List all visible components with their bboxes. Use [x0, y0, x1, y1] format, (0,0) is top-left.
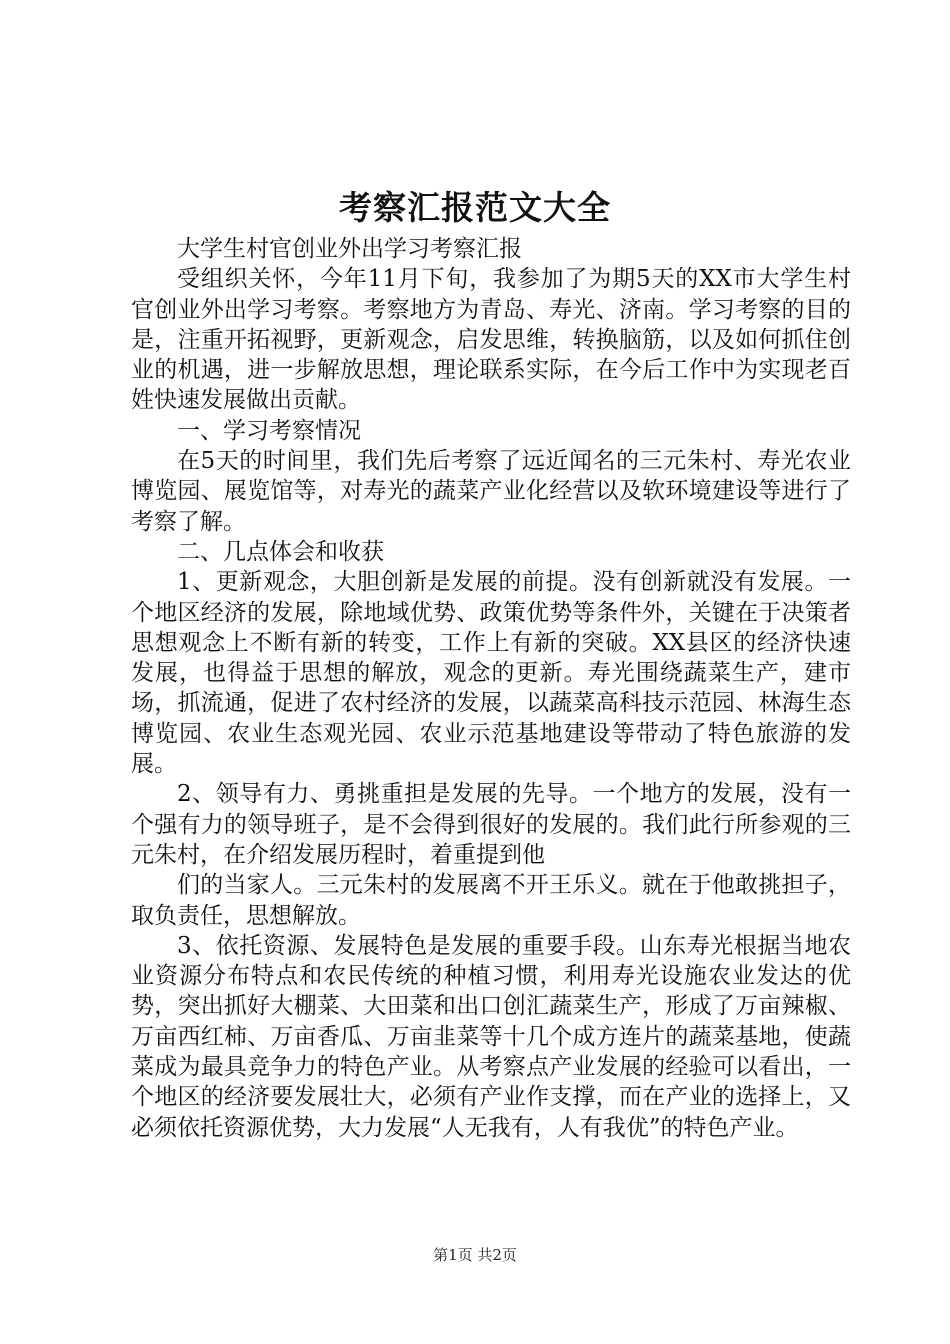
paragraph-point-2-cont: 们的当家人。三元朱村的发展离不开王乐义。就在于他敢挑担子，取负责任，思想解放。	[131, 872, 851, 929]
paragraph-point-2: 2、领导有力、勇挑重担是发展的先导。一个地方的发展，没有一个强有力的领导班子，是不会得到很好的发展的。我们此行所参观的三元朱村，在介绍发展历程时，着重提到他	[131, 781, 851, 868]
paragraph-point-1: 1、更新观念，大胆创新是发展的前提。没有创新就没有发展。一个地区经济的发展，除地域优势、政策优势等条件外，关键在于决策者思想观念上不断有新的转变，工作上有新的突破。XX县区的经济快速发展，也得益于思想的解放，观念的更新。寿光围绕蔬菜生产，建市场，抓流通，促进了农村经济的发展，以蔬菜高科技示范园、林海生态博览园、农业生态观光园、农业示范基地建设等带动了特色旅游的发展。	[131, 569, 851, 778]
paragraph-intro: 受组织关怀，今年11月下旬，我参加了为期5天的XX市大学生村官创业外出学习考察。考察地方为青岛、寿光、济南。学习考察的目的是，注重开拓视野，更新观念，启发思维，转换脑筋，以及如何抓住创业的机遇，进一步解放思想，理论联系实际，在今后工作中为实现老百姓快速发展做出贡献。	[131, 266, 851, 414]
paragraph-point-3: 3、依托资源、发展特色是发展的重要手段。山东寿光根据当地农业资源分布特点和农民传统的种植习惯，利用寿光设施农业发达的优势，突出抓好大棚菜、大田菜和出口创汇蔬菜生产，形成了万亩辣椒、万亩西红柿、万亩香瓜、万亩韭菜等十几个成方连片的蔬菜基地，使蔬菜成为最具竞争力的特色产业。从考察点产业发展的经验可以看出，一个地区的经济要发展壮大，必须有产业作支撑，而在产业的选择上，又必须依托资源优势，大力发展“人无我有，人有我优”的特色产业。	[131, 932, 851, 1141]
section-heading-2: 二、几点体会和收获	[177, 538, 384, 565]
page-footer: 第1页 共2页	[433, 1246, 517, 1264]
document-body	[131, 234, 851, 1143]
section-heading-1: 一、学习考察情况	[177, 417, 361, 444]
paragraph-subtitle: 大学生村官创业外出学习考察汇报	[177, 236, 522, 262]
document-title: 考察汇报范文大全	[339, 188, 611, 227]
paragraph-section-1: 在5天的时间里，我们先后考察了远近闻名的三元朱村、寿光农业博览园、展览馆等，对寿光的蔬菜产业化经营以及软环境建设等进行了考察了解。	[131, 448, 851, 535]
